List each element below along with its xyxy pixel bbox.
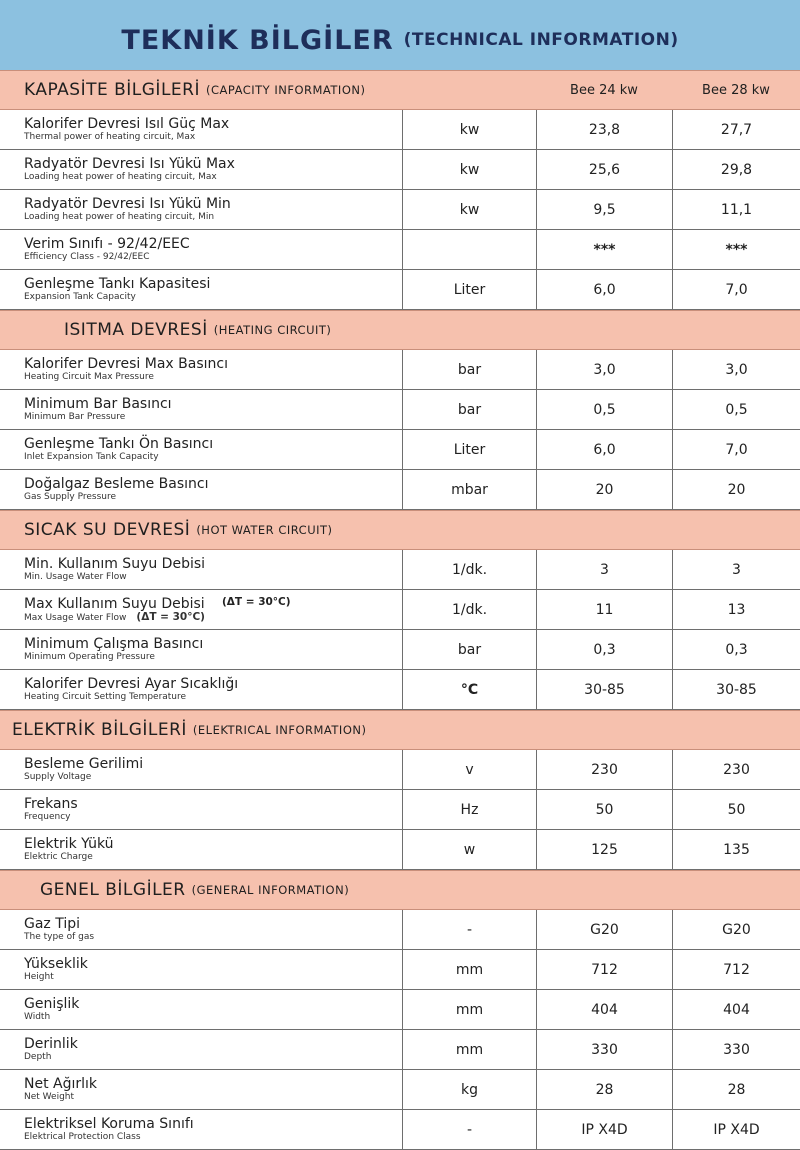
section-header [0, 70, 800, 110]
table-row [0, 110, 800, 150]
table-row [0, 1030, 800, 1070]
row-label-tr [24, 116, 229, 132]
section-title: GENEL BİLGİLER [40, 880, 186, 900]
row-label-tr-text: Minimum Çalışma Basıncı [24, 636, 204, 652]
row-label-tr-text: Verim Sınıfı - 92/42/EEC [24, 236, 190, 252]
unit-cell: - [402, 910, 536, 949]
row-label-en-text: Depth [24, 1052, 52, 1062]
unit-cell: bar [402, 390, 536, 429]
value-bee-28: 27,7 [672, 110, 800, 149]
value-bee-28: 330 [672, 1030, 800, 1069]
row-label-en [24, 452, 159, 463]
value-bee-28: 30-85 [672, 670, 800, 709]
table-row [0, 1070, 800, 1110]
row-label [0, 1110, 402, 1149]
unit-cell: mm [402, 1030, 536, 1069]
row-label-tr-text: Doğalgaz Besleme Basıncı [24, 476, 209, 492]
delta-t-note: (ΔT = 30°C) [136, 610, 205, 623]
value-bee-24: 6,0 [536, 430, 672, 469]
row-label-en [24, 652, 155, 663]
row-label [0, 670, 402, 709]
value-bee-24: G20 [536, 910, 672, 949]
row-label-tr [24, 436, 213, 452]
section-title: KAPASİTE BİLGİLERİ [24, 80, 200, 100]
table-row [0, 470, 800, 510]
unit-cell: w [402, 830, 536, 869]
row-label [0, 590, 402, 629]
page-title-bar [0, 0, 800, 70]
value-bee-28: IP X4D [672, 1110, 800, 1149]
row-label [0, 550, 402, 589]
row-label-tr [24, 356, 228, 372]
value-bee-28: 29,8 [672, 150, 800, 189]
section-subtitle: (HOT WATER CIRCUIT) [196, 523, 333, 537]
value-bee-24: 230 [536, 750, 672, 789]
value-bee-24: 712 [536, 950, 672, 989]
row-label-en-text: Width [24, 1012, 51, 1022]
section-title: SICAK SU DEVRESİ [24, 520, 191, 540]
row-label-en [24, 972, 54, 983]
row-label-tr [24, 396, 172, 412]
value-bee-24: 30-85 [536, 670, 672, 709]
row-label-tr-text: Genleşme Tankı Kapasitesi [24, 276, 211, 292]
row-label-tr [24, 636, 203, 652]
value-bee-24: 50 [536, 790, 672, 829]
row-label [0, 1070, 402, 1109]
table-row [0, 990, 800, 1030]
row-label-en-text: Minimum Bar Pressure [24, 412, 126, 422]
value-bee-28: *** [672, 230, 800, 269]
row-label-tr [24, 156, 235, 172]
row-label-en [24, 572, 127, 583]
row-label-tr-text: Minimum Bar Basıncı [24, 396, 172, 412]
row-label-tr-text: Gaz Tipi [24, 916, 81, 932]
section-subtitle: (HEATING CIRCUIT) [213, 323, 332, 337]
row-label-en-text: Height [24, 972, 54, 982]
row-label-tr [24, 196, 231, 212]
section-subtitle: (CAPACITY INFORMATION) [205, 83, 366, 97]
row-label [0, 430, 402, 469]
value-bee-28: 3,0 [672, 350, 800, 389]
row-label-tr-text: Genişlik [24, 996, 80, 1012]
section-title: ISITMA DEVRESİ [64, 320, 208, 340]
row-label-tr [24, 556, 205, 572]
row-label-tr-text: Derinlik [24, 1036, 78, 1052]
row-label [0, 390, 402, 429]
row-label-tr [24, 676, 238, 692]
unit-cell [402, 230, 536, 269]
unit-cell: kw [402, 190, 536, 229]
unit-cell: v [402, 750, 536, 789]
row-label-en [24, 612, 205, 624]
table-row [0, 670, 800, 710]
row-label-en-text: The type of gas [24, 932, 95, 942]
row-label-en-text: Elektrical Protection Class [24, 1132, 141, 1142]
table-row [0, 830, 800, 870]
unit-cell: bar [402, 350, 536, 389]
value-bee-28: 3 [672, 550, 800, 589]
table-row [0, 390, 800, 430]
section-title: ELEKTRİK BİLGİLERİ [12, 720, 187, 740]
row-label-tr-text: Radyatör Devresi Isı Yükü Min [24, 196, 231, 212]
row-label-tr [24, 236, 190, 252]
value-bee-28: 0,5 [672, 390, 800, 429]
page-subtitle: (TECHNICAL INFORMATION) [403, 30, 679, 50]
row-label-en [24, 252, 150, 263]
row-label-en [24, 852, 93, 863]
row-label [0, 910, 402, 949]
row-label-en [24, 932, 94, 943]
table-row [0, 550, 800, 590]
row-label-tr-text: Kalorifer Devresi Isıl Güç Max [24, 116, 230, 132]
row-label-tr-text: Min. Kullanım Suyu Debisi [24, 556, 206, 572]
value-bee-24: 330 [536, 1030, 672, 1069]
table-row [0, 630, 800, 670]
row-label-en-text: Efficiency Class - 92/42/EEC [24, 252, 150, 262]
row-label [0, 950, 402, 989]
row-label-en-text: Heating Circuit Setting Temperature [24, 692, 187, 702]
row-label-en-text: Gas Supply Pressure [24, 492, 116, 502]
row-label-en-text: Heating Circuit Max Pressure [24, 372, 154, 382]
unit-cell: kg [402, 1070, 536, 1109]
delta-t-note: (ΔT = 30°C) [222, 595, 291, 608]
row-label [0, 190, 402, 229]
section-header [0, 710, 800, 750]
row-label-en [24, 1052, 51, 1063]
value-bee-24: 0,5 [536, 390, 672, 429]
unit-cell: kw [402, 150, 536, 189]
value-bee-24: 28 [536, 1070, 672, 1109]
row-label-tr [24, 1036, 78, 1052]
table-row [0, 590, 800, 630]
row-label-en [24, 172, 217, 183]
row-label [0, 990, 402, 1029]
table-row [0, 950, 800, 990]
row-label-en-text: Loading heat power of heating circuit, Max [24, 172, 217, 182]
unit-cell: 1/dk. [402, 590, 536, 629]
row-label [0, 150, 402, 189]
section-subtitle: (ELEKTRICAL INFORMATION) [192, 723, 367, 737]
row-label-en [24, 1132, 141, 1143]
row-label-en-text: Min. Usage Water Flow [24, 572, 127, 582]
value-bee-28: 50 [672, 790, 800, 829]
value-bee-24: 3,0 [536, 350, 672, 389]
row-label-tr [24, 756, 143, 772]
row-label [0, 230, 402, 269]
table-row [0, 790, 800, 830]
value-bee-24: IP X4D [536, 1110, 672, 1149]
row-label-en [24, 372, 154, 383]
value-bee-24: 20 [536, 470, 672, 509]
value-bee-28: 0,3 [672, 630, 800, 669]
row-label-en [24, 692, 186, 703]
row-label-tr-text: Besleme Gerilimi [24, 756, 144, 772]
row-label-tr [24, 956, 88, 972]
row-label-en-text: Max Usage Water Flow [24, 612, 127, 623]
unit-cell: mm [402, 950, 536, 989]
value-bee-24: 404 [536, 990, 672, 1029]
page-title: TEKNİK BİLGİLER [121, 24, 394, 56]
value-bee-28: G20 [672, 910, 800, 949]
row-label-en-text: Thermal power of heating circuit, Max [24, 132, 196, 142]
value-bee-28: 20 [672, 470, 800, 509]
section-header [0, 310, 800, 350]
row-label-tr [24, 1076, 97, 1092]
unit-cell: - [402, 1110, 536, 1149]
row-label-tr [24, 796, 78, 812]
row-label-tr-text: Elektrik Yükü [24, 836, 114, 852]
table-row [0, 150, 800, 190]
row-label-tr-text: Yükseklik [24, 956, 88, 972]
value-bee-24: 3 [536, 550, 672, 589]
row-label [0, 270, 402, 309]
unit-cell: Liter [402, 430, 536, 469]
row-label-tr [24, 1116, 194, 1132]
row-label [0, 350, 402, 389]
row-label-en-text: Loading heat power of heating circuit, Min [24, 212, 215, 222]
row-label-en [24, 492, 116, 503]
section-header [0, 870, 800, 910]
value-bee-24: 23,8 [536, 110, 672, 149]
table-row [0, 430, 800, 470]
row-label [0, 630, 402, 669]
row-label-tr [24, 836, 114, 852]
model-header-bee-28: Bee 28 kw [702, 82, 770, 98]
row-label-en [24, 772, 91, 783]
value-bee-28: 135 [672, 830, 800, 869]
value-bee-24: *** [536, 230, 672, 269]
table-row [0, 910, 800, 950]
value-bee-28: 712 [672, 950, 800, 989]
row-label-tr-text: Kalorifer Devresi Ayar Sıcaklığı [24, 676, 239, 692]
section-header [0, 510, 800, 550]
value-bee-28: 7,0 [672, 430, 800, 469]
row-label-en-text: Inlet Expansion Tank Capacity [24, 452, 159, 462]
row-label-en-text: Expansion Tank Capacity [24, 292, 136, 302]
row-label-tr-text: Genleşme Tankı Ön Basıncı [24, 436, 214, 452]
unit-cell: bar [402, 630, 536, 669]
value-bee-24: 6,0 [536, 270, 672, 309]
value-bee-28: 28 [672, 1070, 800, 1109]
value-bee-24: 25,6 [536, 150, 672, 189]
value-bee-28: 13 [672, 590, 800, 629]
row-label-en [24, 292, 136, 303]
table-row [0, 350, 800, 390]
table-row [0, 270, 800, 310]
unit-cell: kw [402, 110, 536, 149]
value-bee-24: 9,5 [536, 190, 672, 229]
unit-cell: mbar [402, 470, 536, 509]
row-label-tr [24, 996, 79, 1012]
row-label-en [24, 1012, 50, 1023]
spec-sheet [0, 70, 800, 1150]
unit-cell: °C [402, 670, 536, 709]
row-label-tr-text: Kalorifer Devresi Max Basıncı [24, 356, 228, 372]
value-bee-28: 7,0 [672, 270, 800, 309]
row-label [0, 750, 402, 789]
table-row [0, 750, 800, 790]
row-label-en [24, 1092, 74, 1103]
table-row [0, 190, 800, 230]
model-header-bee-24: Bee 24 kw [570, 82, 638, 98]
row-label [0, 790, 402, 829]
row-label [0, 1030, 402, 1069]
row-label-tr-text: Max Kullanım Suyu Debisi [24, 595, 205, 612]
row-label-tr [24, 476, 209, 492]
row-label-en [24, 412, 125, 423]
unit-cell: 1/dk. [402, 550, 536, 589]
row-label-en-text: Net Weight [24, 1092, 75, 1102]
value-bee-28: 404 [672, 990, 800, 1029]
table-row [0, 1110, 800, 1150]
row-label-tr [24, 276, 210, 292]
row-label-en-text: Supply Voltage [24, 772, 92, 782]
unit-cell: Liter [402, 270, 536, 309]
value-bee-24: 0,3 [536, 630, 672, 669]
value-bee-28: 230 [672, 750, 800, 789]
row-label-tr [24, 595, 291, 612]
row-label-en [24, 212, 214, 223]
unit-cell: Hz [402, 790, 536, 829]
table-row [0, 230, 800, 270]
value-bee-24: 125 [536, 830, 672, 869]
row-label [0, 110, 402, 149]
section-subtitle: (GENERAL INFORMATION) [191, 883, 350, 897]
row-label-en-text: Frequency [24, 812, 71, 822]
row-label-en [24, 132, 195, 143]
row-label-en-text: Minimum Operating Pressure [24, 652, 155, 662]
value-bee-24: 11 [536, 590, 672, 629]
row-label-en [24, 812, 71, 823]
row-label-tr-text: Radyatör Devresi Isı Yükü Max [24, 156, 235, 172]
row-label-tr-text: Elektriksel Koruma Sınıfı [24, 1116, 194, 1132]
row-label-en-text: Elektric Charge [24, 852, 93, 862]
row-label [0, 830, 402, 869]
row-label-tr [24, 916, 80, 932]
row-label-tr-text: Frekans [24, 796, 78, 812]
unit-cell: mm [402, 990, 536, 1029]
row-label [0, 470, 402, 509]
row-label-tr-text: Net Ağırlık [24, 1076, 98, 1092]
value-bee-28: 11,1 [672, 190, 800, 229]
